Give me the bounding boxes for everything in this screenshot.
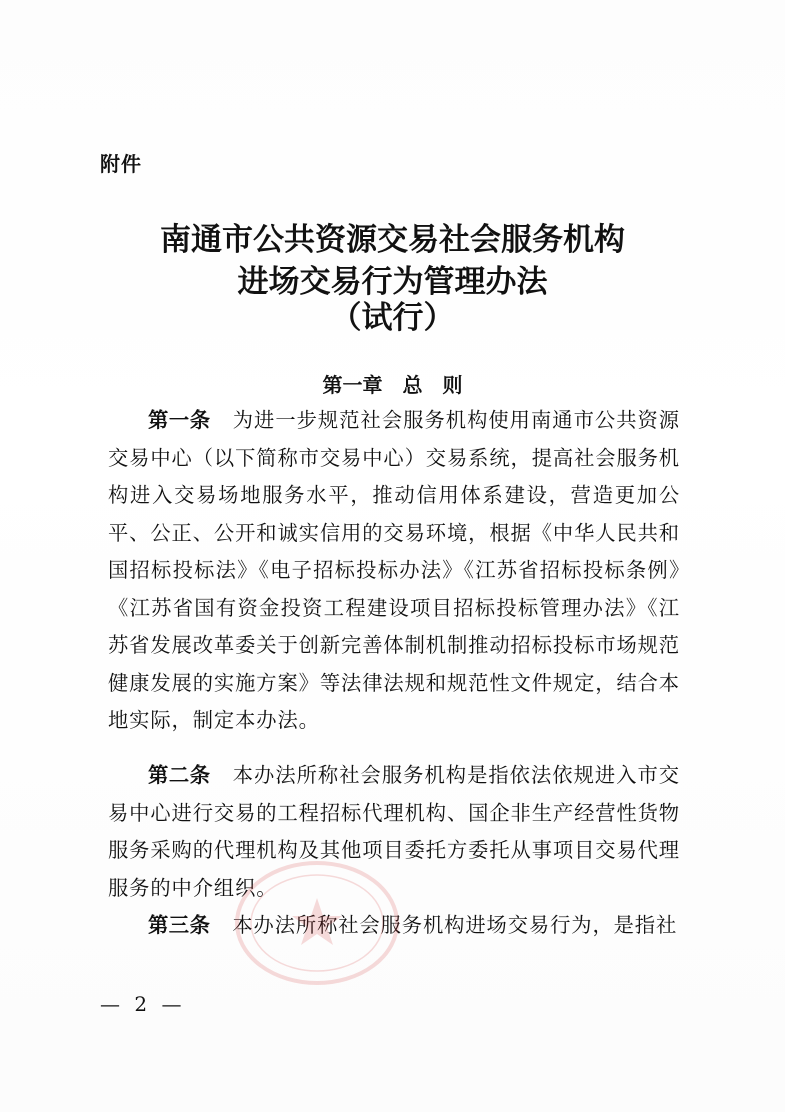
chapter-heading: 第一章 总 则 — [322, 373, 463, 397]
article-3 — [108, 907, 680, 945]
article-2-text: 本办法所称社会服务机构是指依法依规进入市交易中心进行交易的工程招标代理机构、国企非生产经营性货物服务采购的代理机构及其他项目委托方委托从事项目交易代理服务的中介组织。 — [108, 763, 680, 900]
title-line-1: 南通市公共资源交易社会服务机构 — [160, 222, 625, 258]
article-3-label: 第三条 — [148, 913, 211, 937]
page-number: — 2 — — [100, 992, 186, 1016]
article-3-text: 本办法所称社会服务机构进场交易行为，是指社 — [232, 913, 678, 937]
article-1-label: 第一条 — [148, 408, 211, 432]
article-1 — [108, 402, 680, 740]
title-line-3: （试行） — [330, 300, 455, 336]
article-2 — [108, 757, 680, 907]
title-line-2: 进场交易行为管理办法 — [237, 264, 548, 300]
article-1-text: 为进一步规范社会服务机构使用南通市公共资源交易中心（以下简称市交易中心）交易系统，提高社会服务机构进入交易场地服务水平，推动信用体系建设，营造更加公平、公正、公开和诚实信用的交易环境，根据《中华人民共和国招标投标法》《电子招标投标办法》《江苏省招标投标条例》《江苏省国有资金投资工程建设项目招标投标管理办法》《江苏省发展改革委关于创新完善体制机制推动招标投标市场规范健康发展的实施方案》等法律法规和规范性文件规定，结合本地实际，制定本办法。 — [108, 408, 680, 732]
attachment-label: 附件 — [100, 152, 142, 176]
article-2-label: 第二条 — [148, 763, 211, 787]
